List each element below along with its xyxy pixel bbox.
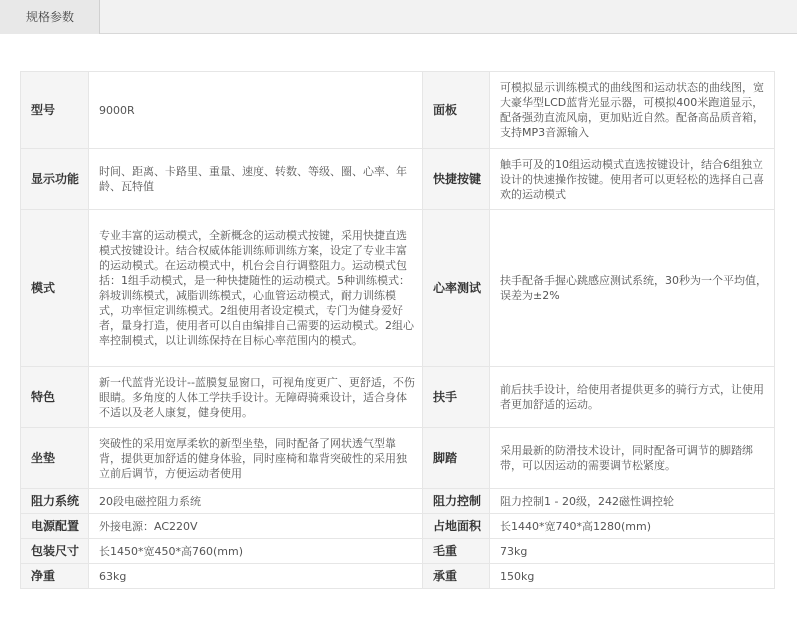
spec-value: 长1440*宽740*高1280(mm) [490,514,775,539]
spec-key: 快捷按键 [423,149,490,210]
spec-value: 63kg [89,564,423,589]
spec-key: 阻力控制 [423,489,490,514]
spec-key: 占地面积 [423,514,490,539]
spec-key: 承重 [423,564,490,589]
table-row [21,489,775,514]
spec-value: 长1450*宽450*高760(mm) [89,539,423,564]
spec-value: 前后扶手设计，给使用者提供更多的骑行方式，让使用者更加舒适的运动。 [490,367,775,428]
spec-value: 新一代蓝背光设计--蓝膜复显窗口，可视角度更广、更舒适，不伤眼睛。多角度的人体工学扶手设计。无障碍骑乘设计，适合身体不适以及老人康复，健身使用。 [89,367,423,428]
spec-key: 坐垫 [21,428,89,489]
spec-key: 型号 [21,72,89,149]
spec-value: 触手可及的10组运动模式直选按键设计，结合6组独立设计的快速操作按键。使用者可以更轻松的选择自己喜欢的运动模式 [490,149,775,210]
spec-key: 毛重 [423,539,490,564]
tab-bar [0,0,797,34]
spec-table [20,71,775,589]
spec-value: 专业丰富的运动模式，全新概念的运动模式按键，采用快捷直选模式按键设计。结合权威体能训练师训练方案，设定了专业丰富的运动模式。在运动模式中，机台会自行调整阻力。运动模式包括：1组手动模式，是一种快捷随性的运动模式。5种训练模式：斜坡训练模式，减脂训练模式，心血管运动模式，耐力训练模式，功率恒定训练模式。2组使用者设定模式，专门为健身爱好者，量身打造，使用者可以自由编排自己需要的运动模式。2组心率控制模式，以让训练保持在目标心率范围内的模式。 [89,210,423,367]
spec-key: 脚踏 [423,428,490,489]
spec-value: 20段电磁控阻力系统 [89,489,423,514]
table-row [21,367,775,428]
table-row [21,564,775,589]
spec-key: 特色 [21,367,89,428]
spec-value: 阻力控制1 - 20级，242磁性调控轮 [490,489,775,514]
spec-key: 面板 [423,72,490,149]
spec-value: 采用最新的防滑技术设计，同时配备可调节的脚踏绑带，可以因运动的需要调节松紧度。 [490,428,775,489]
tab-spec-params[interactable]: 规格参数 [0,0,100,34]
table-row [21,428,775,489]
table-row [21,149,775,210]
spec-key: 心率测试 [423,210,490,367]
spec-key: 显示功能 [21,149,89,210]
spec-key: 电源配置 [21,514,89,539]
spec-key: 包装尺寸 [21,539,89,564]
spec-key: 净重 [21,564,89,589]
table-row [21,210,775,367]
spec-value: 外接电源：AC220V [89,514,423,539]
table-row [21,539,775,564]
spec-value: 扶手配备手握心跳感应测试系统，30秒为一个平均值，误差为±2% [490,210,775,367]
spec-value: 73kg [490,539,775,564]
spec-value: 可模拟显示训练模式的曲线图和运动状态的曲线图，宽大豪华型LCD蓝背光显示器，可模拟400米跑道显示，配备强劲直流风扇，更加贴近自然。配备高品质音箱，支持MP3音源输入 [490,72,775,149]
spec-key: 模式 [21,210,89,367]
table-row [21,72,775,149]
table-row [21,514,775,539]
spec-key: 阻力系统 [21,489,89,514]
spec-value: 时间、距离、卡路里、重量、速度、转数、等级、圈、心率、年龄、瓦特值 [89,149,423,210]
spec-value: 突破性的采用宽厚柔软的新型坐垫，同时配备了网状透气型靠背，提供更加舒适的健身体验，同时座椅和靠背突破性的采用独立前后调节，方便运动者使用 [89,428,423,489]
spec-value: 150kg [490,564,775,589]
spec-key: 扶手 [423,367,490,428]
spec-value: 9000R [89,72,423,149]
